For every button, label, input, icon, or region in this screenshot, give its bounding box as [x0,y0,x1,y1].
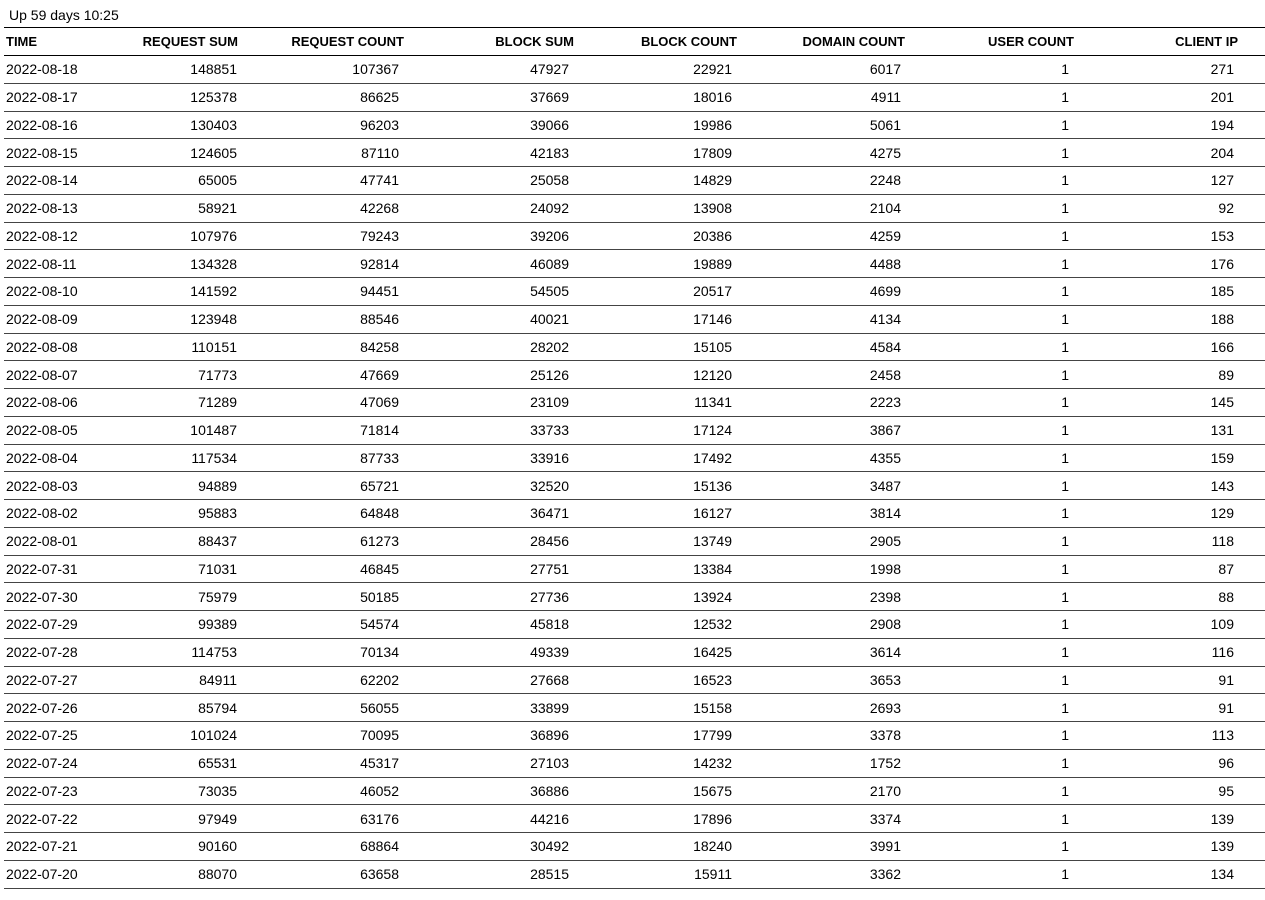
cell-time: 2022-07-24 [6,755,78,772]
cell-time: 2022-07-28 [6,644,78,661]
cell-user-count: 1 [1061,200,1069,217]
cell-domain-count: 2104 [869,200,901,217]
cell-request-count: 47741 [360,172,399,189]
cell-block-sum: 45818 [530,616,569,633]
table-row [4,278,1265,306]
cell-request-sum: 97949 [198,810,237,827]
cell-client-ip: 194 [1210,116,1234,133]
cell-block-count: 14829 [693,172,732,189]
cell-request-count: 61273 [360,533,399,550]
table-row [4,389,1265,417]
cell-client-ip: 271 [1210,61,1234,78]
table-row [4,527,1265,555]
cell-user-count: 1 [1061,116,1069,133]
cell-domain-count: 2693 [869,699,901,716]
cell-request-count: 70134 [360,644,399,661]
cell-user-count: 1 [1061,560,1069,577]
cell-time: 2022-08-07 [6,366,78,383]
cell-client-ip: 91 [1218,671,1234,688]
table-row [4,749,1265,777]
cell-user-count: 1 [1061,366,1069,383]
table-row [4,777,1265,805]
cell-domain-count: 3378 [869,727,901,744]
cell-request-sum: 73035 [198,782,237,799]
cell-domain-count: 5061 [869,116,901,133]
cell-block-sum: 44216 [530,810,569,827]
cell-client-ip: 134 [1210,866,1234,883]
cell-block-count: 14232 [693,755,732,772]
cell-request-count: 63658 [360,866,399,883]
cell-block-sum: 24092 [530,200,569,217]
cell-client-ip: 188 [1210,311,1234,328]
cell-request-sum: 130403 [190,116,237,133]
cell-user-count: 1 [1061,449,1069,466]
cell-time: 2022-08-03 [6,477,78,494]
table-header-row [4,28,1265,56]
cell-client-ip: 92 [1218,200,1234,217]
table-row [4,111,1265,139]
cell-client-ip: 113 [1211,727,1234,744]
cell-domain-count: 3362 [869,866,901,883]
table-row [4,583,1265,611]
cell-block-count: 19986 [693,116,732,133]
cell-request-sum: 85794 [198,699,237,716]
cell-time: 2022-08-02 [6,505,78,522]
cell-block-sum: 28202 [530,338,569,355]
cell-client-ip: 139 [1210,838,1234,855]
cell-block-count: 19889 [693,255,732,272]
cell-domain-count: 4134 [869,311,901,328]
cell-user-count: 1 [1061,338,1069,355]
table-row [4,139,1265,167]
cell-block-count: 20517 [693,283,732,300]
cell-client-ip: 201 [1210,89,1234,106]
cell-time: 2022-08-18 [6,61,78,78]
cell-request-count: 46052 [360,782,399,799]
cell-block-sum: 49339 [530,644,569,661]
cell-block-sum: 32520 [530,477,569,494]
cell-domain-count: 2908 [869,616,901,633]
table-row [4,638,1265,666]
cell-domain-count: 2223 [869,394,901,411]
table-row [4,500,1265,528]
cell-request-count: 46845 [360,560,399,577]
cell-client-ip: 88 [1218,588,1234,605]
cell-domain-count: 3487 [869,477,901,494]
cell-client-ip: 116 [1211,644,1234,661]
cell-block-count: 15136 [693,477,732,494]
cell-request-sum: 123948 [190,311,237,328]
table-row [4,416,1265,444]
cell-time: 2022-08-17 [6,89,78,106]
cell-domain-count: 3653 [869,671,901,688]
cell-user-count: 1 [1061,838,1069,855]
cell-block-sum: 30492 [530,838,569,855]
cell-request-sum: 75979 [198,588,237,605]
cell-request-count: 86625 [360,89,399,106]
cell-time: 2022-08-13 [6,200,78,217]
cell-block-count: 12120 [693,366,732,383]
table-row [4,666,1265,694]
cell-block-count: 17809 [693,144,732,161]
cell-time: 2022-07-20 [6,866,78,883]
cell-domain-count: 3991 [869,838,901,855]
cell-request-sum: 141592 [190,283,237,300]
table-row [4,611,1265,639]
cell-domain-count: 4584 [869,338,901,355]
table-body [4,56,1265,889]
cell-request-count: 56055 [360,699,399,716]
table-row [4,250,1265,278]
cell-client-ip: 145 [1210,394,1234,411]
header-domain-count: DOMAIN COUNT [802,34,905,49]
table-row [4,555,1265,583]
cell-request-count: 65721 [360,477,399,494]
cell-user-count: 1 [1061,477,1069,494]
cell-client-ip: 127 [1210,172,1234,189]
cell-block-count: 15158 [693,699,732,716]
cell-user-count: 1 [1061,782,1069,799]
cell-user-count: 1 [1061,810,1069,827]
cell-block-count: 17492 [693,449,732,466]
cell-request-count: 70095 [360,727,399,744]
cell-time: 2022-08-01 [6,533,78,550]
cell-time: 2022-07-31 [6,560,78,577]
cell-user-count: 1 [1061,533,1069,550]
cell-request-count: 87110 [361,144,399,161]
cell-block-count: 22921 [693,61,732,78]
cell-time: 2022-07-29 [6,616,78,633]
cell-request-sum: 65531 [198,755,237,772]
cell-time: 2022-07-21 [6,838,78,855]
cell-client-ip: 139 [1210,810,1234,827]
cell-request-sum: 88437 [198,533,237,550]
cell-request-count: 107367 [352,61,399,78]
cell-client-ip: 204 [1210,144,1234,161]
cell-request-count: 50185 [360,588,399,605]
table-row [4,722,1265,750]
cell-user-count: 1 [1061,61,1069,78]
cell-domain-count: 2398 [869,588,901,605]
cell-request-sum: 71031 [198,560,237,577]
cell-block-count: 18016 [693,89,732,106]
table-row [4,56,1265,84]
table-row [4,472,1265,500]
cell-request-sum: 90160 [198,838,237,855]
cell-block-sum: 36471 [530,505,569,522]
table-row [4,305,1265,333]
cell-block-sum: 36896 [530,727,569,744]
cell-domain-count: 2170 [869,782,901,799]
cell-block-count: 17896 [693,810,732,827]
cell-time: 2022-08-12 [6,227,78,244]
cell-request-count: 88546 [360,311,399,328]
cell-time: 2022-07-23 [6,782,78,799]
cell-block-count: 13924 [693,588,732,605]
cell-request-count: 84258 [360,338,399,355]
cell-time: 2022-08-11 [6,255,77,272]
cell-block-count: 17146 [693,311,732,328]
cell-domain-count: 2458 [869,366,901,383]
cell-request-sum: 134328 [190,255,237,272]
cell-client-ip: 143 [1210,477,1234,494]
cell-block-count: 18240 [693,838,732,855]
cell-user-count: 1 [1061,311,1069,328]
cell-block-sum: 46089 [530,255,569,272]
cell-block-count: 13749 [693,533,732,550]
cell-request-count: 47069 [360,394,399,411]
cell-block-sum: 42183 [530,144,569,161]
cell-client-ip: 118 [1211,533,1234,550]
cell-request-sum: 95883 [198,505,237,522]
cell-user-count: 1 [1061,144,1069,161]
cell-block-sum: 33916 [530,449,569,466]
cell-user-count: 1 [1061,755,1069,772]
cell-block-count: 15675 [693,782,732,799]
cell-domain-count: 4911 [870,89,901,106]
cell-domain-count: 4699 [869,283,901,300]
cell-user-count: 1 [1061,671,1069,688]
cell-block-sum: 23109 [530,394,569,411]
cell-block-count: 11341 [694,394,732,411]
cell-block-sum: 39066 [530,116,569,133]
cell-client-ip: 185 [1210,283,1234,300]
cell-block-sum: 33899 [530,699,569,716]
cell-request-sum: 125378 [190,89,237,106]
cell-domain-count: 4355 [869,449,901,466]
cell-domain-count: 1752 [869,755,901,772]
cell-client-ip: 87 [1218,560,1234,577]
cell-block-count: 12532 [693,616,732,633]
cell-request-count: 54574 [360,616,399,633]
header-time: TIME [6,34,38,49]
cell-client-ip: 95 [1218,782,1234,799]
header-block-count: BLOCK COUNT [640,34,737,49]
cell-request-sum: 58921 [198,200,237,217]
cell-block-count: 13908 [693,200,732,217]
cell-time: 2022-08-05 [6,422,78,439]
cell-client-ip: 89 [1218,366,1234,383]
cell-request-count: 94451 [360,283,399,300]
cell-block-sum: 47927 [530,61,569,78]
cell-user-count: 1 [1061,505,1069,522]
cell-request-sum: 71289 [198,394,237,411]
cell-block-sum: 27668 [530,671,569,688]
cell-client-ip: 159 [1210,449,1234,466]
cell-user-count: 1 [1061,89,1069,106]
cell-request-sum: 88070 [198,866,237,883]
cell-request-sum: 117534 [191,449,237,466]
cell-request-sum: 65005 [198,172,237,189]
cell-request-sum: 71773 [198,366,237,383]
cell-domain-count: 3614 [869,644,901,661]
cell-block-sum: 54505 [530,283,569,300]
cell-time: 2022-08-16 [6,116,78,133]
cell-block-sum: 33733 [530,422,569,439]
cell-client-ip: 176 [1210,255,1234,272]
cell-block-sum: 28515 [530,866,569,883]
cell-block-count: 16523 [693,671,732,688]
cell-block-sum: 40021 [530,311,569,328]
cell-request-count: 71814 [360,422,399,439]
cell-time: 2022-07-22 [6,810,78,827]
cell-user-count: 1 [1061,727,1069,744]
cell-time: 2022-08-04 [6,449,78,466]
cell-request-count: 79243 [360,227,399,244]
cell-request-sum: 84911 [199,671,237,688]
cell-client-ip: 109 [1210,616,1234,633]
table-row [4,83,1265,111]
cell-domain-count: 3814 [869,505,901,522]
cell-request-count: 96203 [360,116,399,133]
cell-block-count: 20386 [693,227,732,244]
cell-request-sum: 110151 [191,338,237,355]
cell-request-count: 47669 [360,366,399,383]
cell-request-sum: 114753 [191,644,237,661]
header-client-ip: CLIENT IP [1175,34,1238,49]
cell-domain-count: 4275 [869,144,901,161]
cell-domain-count: 2248 [869,172,901,189]
cell-block-sum: 27103 [530,755,569,772]
table-row [4,222,1265,250]
cell-request-count: 64848 [360,505,399,522]
table-row [4,805,1265,833]
cell-user-count: 1 [1061,699,1069,716]
cell-client-ip: 91 [1218,699,1234,716]
stats-table [4,27,1265,889]
cell-request-count: 62202 [360,671,399,688]
cell-request-count: 42268 [360,200,399,217]
cell-user-count: 1 [1061,616,1069,633]
cell-user-count: 1 [1061,588,1069,605]
cell-block-sum: 25126 [530,366,569,383]
cell-block-count: 15911 [694,866,732,883]
cell-domain-count: 4259 [869,227,901,244]
cell-block-sum: 36886 [530,782,569,799]
cell-time: 2022-08-08 [6,338,78,355]
cell-time: 2022-07-30 [6,588,78,605]
table-row [4,333,1265,361]
cell-domain-count: 4488 [869,255,901,272]
cell-client-ip: 96 [1218,755,1234,772]
cell-time: 2022-07-25 [6,727,78,744]
uptime-status: Up 59 days 10:25 [9,7,119,23]
cell-domain-count: 3374 [869,810,901,827]
table-row [4,194,1265,222]
cell-time: 2022-07-27 [6,671,78,688]
cell-time: 2022-08-15 [6,144,78,161]
cell-user-count: 1 [1061,866,1069,883]
cell-request-count: 92814 [360,255,399,272]
cell-block-count: 17799 [693,727,732,744]
table-row [4,167,1265,195]
cell-time: 2022-08-09 [6,311,78,328]
table-row [4,860,1265,888]
table-row [4,444,1265,472]
table-row [4,833,1265,861]
cell-user-count: 1 [1061,283,1069,300]
cell-block-count: 13384 [693,560,732,577]
cell-block-sum: 27736 [530,588,569,605]
cell-user-count: 1 [1061,255,1069,272]
cell-request-sum: 107976 [190,227,237,244]
header-request-sum: REQUEST SUM [142,34,238,49]
header-user-count: USER COUNT [988,34,1074,49]
cell-block-sum: 27751 [530,560,569,577]
cell-block-count: 16127 [693,505,732,522]
cell-block-count: 16425 [693,644,732,661]
cell-request-count: 45317 [360,755,399,772]
cell-time: 2022-08-06 [6,394,78,411]
cell-block-sum: 37669 [530,89,569,106]
cell-domain-count: 6017 [869,61,901,78]
cell-time: 2022-07-26 [6,699,78,716]
cell-time: 2022-08-14 [6,172,78,189]
cell-request-count: 63176 [360,810,399,827]
cell-client-ip: 166 [1210,338,1234,355]
cell-domain-count: 1998 [869,560,901,577]
cell-user-count: 1 [1061,172,1069,189]
cell-client-ip: 131 [1210,422,1234,439]
table-row [4,361,1265,389]
cell-request-sum: 101487 [190,422,237,439]
cell-block-sum: 25058 [530,172,569,189]
table-row [4,694,1265,722]
cell-block-sum: 39206 [530,227,569,244]
cell-block-count: 17124 [693,422,732,439]
header-request-count: REQUEST COUNT [291,34,404,49]
cell-domain-count: 3867 [869,422,901,439]
cell-time: 2022-08-10 [6,283,78,300]
cell-user-count: 1 [1061,227,1069,244]
cell-request-sum: 99389 [198,616,237,633]
cell-user-count: 1 [1061,644,1069,661]
cell-request-count: 68864 [360,838,399,855]
cell-user-count: 1 [1061,394,1069,411]
cell-block-count: 15105 [693,338,732,355]
cell-request-sum: 94889 [198,477,237,494]
cell-request-sum: 148851 [190,61,237,78]
cell-user-count: 1 [1061,422,1069,439]
cell-request-sum: 101024 [190,727,237,744]
cell-request-count: 87733 [360,449,399,466]
cell-domain-count: 2905 [869,533,901,550]
header-block-sum: BLOCK SUM [495,34,574,49]
cell-client-ip: 153 [1210,227,1234,244]
cell-request-sum: 124605 [190,144,237,161]
cell-block-sum: 28456 [530,533,569,550]
cell-client-ip: 129 [1210,505,1234,522]
